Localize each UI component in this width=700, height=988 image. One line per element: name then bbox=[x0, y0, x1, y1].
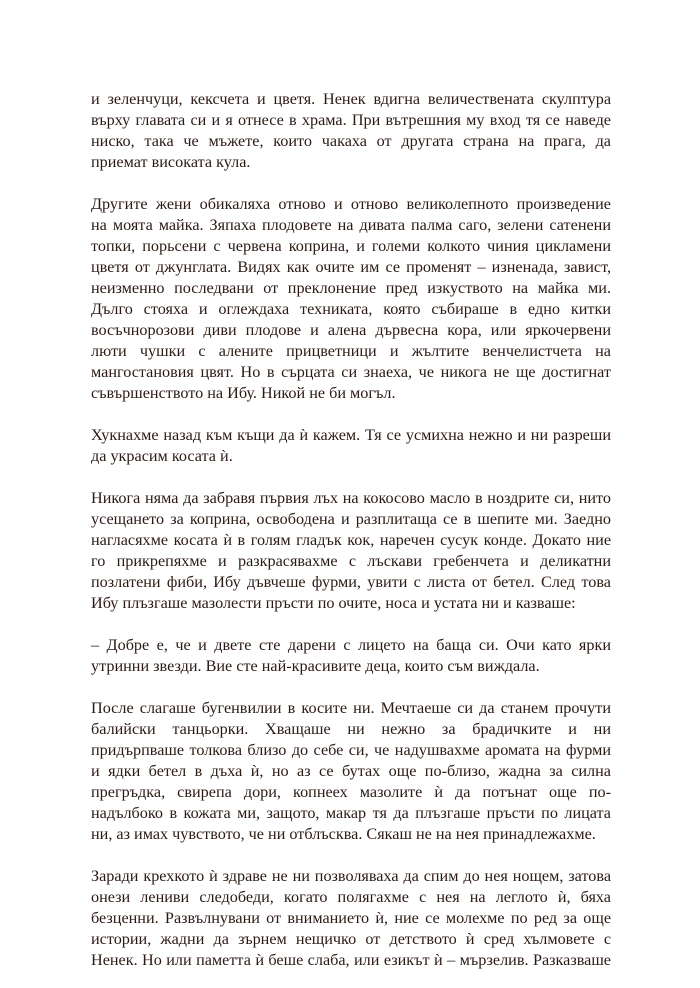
text-line: Ненек. Но или паметта ѝ беше слаба, или езикът ѝ – мързелив. Разказваше bbox=[91, 951, 611, 969]
paragraph-3 bbox=[91, 425, 611, 467]
paragraph-4 bbox=[91, 488, 611, 614]
text-line: позлатени фиби, Ибу дъвчеше фурми, увити с листа от бетел. След това bbox=[91, 573, 611, 591]
text-line: приемат високата кула. bbox=[91, 153, 251, 171]
paragraph-6 bbox=[91, 698, 611, 845]
paragraph-2 bbox=[91, 194, 611, 404]
text-line: Другите жени обикаляха отново и отново великолепното произведение bbox=[91, 195, 611, 213]
text-line: прегръдка, свирепа дори, копнеех мазолите ѝ да потънат още по- bbox=[91, 783, 611, 801]
paragraph-7 bbox=[91, 866, 611, 971]
text-line: и ядки бетел в дъха ѝ, но аз се бутах още по-близо, жадна за силна bbox=[91, 762, 611, 780]
text-line: да украсим косата ѝ. bbox=[91, 447, 233, 465]
text-line: утринни звезди. Вие сте най-красивите деца, които съм виждала. bbox=[91, 657, 540, 675]
text-line: надълбоко в кожата ми, защото, макар тя да плъзгаше пръсти по лицата bbox=[91, 804, 611, 822]
text-line: върху главата си и я отнесе в храма. При вътрешния му вход тя се наведе bbox=[91, 111, 611, 129]
paragraph-spacer bbox=[91, 677, 611, 698]
paragraph-1 bbox=[91, 89, 611, 173]
text-line: восъчнорозови диви плодове и алена дървесна кора, или яркочервени bbox=[91, 321, 611, 339]
text-line: Заради крехкото ѝ здраве не ни позволяваха да спим до нея нощем, затова bbox=[91, 867, 611, 885]
text-line: Никога няма да забравя първия лъх на кокосово масло в ноздрите си, нито bbox=[91, 489, 611, 507]
text-line: и зеленчуци, кексчета и цветя. Ненек вдигна величествената скулптура bbox=[91, 90, 611, 108]
text-line: на моята майка. Зяпаха плодовете на дивата палма саго, зелени сатенени bbox=[91, 216, 611, 234]
text-line: ни, аз имах чувството, че ни отблъсква. Сякаш не на нея принадлежахме. bbox=[91, 825, 596, 843]
text-line: съвършенството на Ибу. Никой не би могъл. bbox=[91, 384, 396, 402]
paragraph-spacer bbox=[91, 467, 611, 488]
text-line: Ибу плъзгаше мазолести пръсти по очите, носа и устата ни и казваше: bbox=[91, 594, 576, 612]
text-line: придърпваше толкова близо до себе си, че надушвахме аромата на фурми bbox=[91, 741, 611, 759]
text-line: неизменно последвани от преклонение пред изкуството на майка ми. bbox=[91, 279, 611, 297]
text-line: балийски танцьорки. Хващаше ни нежно за брадичките и ни bbox=[91, 720, 611, 738]
text-line: истории, жадни да зърнем нещичко от детството ѝ сред хълмовете с bbox=[91, 930, 611, 948]
text-line: цветя от джунглата. Видях как очите им се променят – изненада, завист, bbox=[91, 258, 611, 276]
paragraph-spacer bbox=[91, 845, 611, 866]
text-line: Дълго стояха и оглеждаха техниката, която събираше в едно китки bbox=[91, 300, 611, 318]
text-line: – Добре е, че и двете сте дарени с лицето на баща си. Очи като ярки bbox=[91, 636, 611, 654]
paragraph-spacer bbox=[91, 614, 611, 635]
text-line: люти чушки с алените прицветници и жълтите венчелистчета на bbox=[91, 342, 611, 360]
text-line: онези лениви следобеди, когато полягахме с нея на леглото ѝ, бяха bbox=[91, 888, 611, 906]
text-line: топки, порьсени с червена коприна, и големи колкото чиния цикламени bbox=[91, 237, 611, 255]
paragraph-5 bbox=[91, 635, 611, 677]
text-line: мангостановия цвят. Но в сърцата си знаеха, че никога не ще достигнат bbox=[91, 363, 611, 381]
text-line: безценни. Развълнувани от вниманието ѝ, ние се молехме по ред за още bbox=[91, 909, 611, 927]
text-line: усещането за коприна, освободена и разплитаща се в шепите ми. Заедно bbox=[91, 510, 611, 528]
body-text bbox=[91, 89, 611, 971]
text-line: Хукнахме назад към къщи да ѝ кажем. Тя се усмихна нежно и ни разреши bbox=[91, 426, 611, 444]
text-line: После слагаше бугенвилии в косите ни. Мечтаеше си да станем прочути bbox=[91, 699, 611, 717]
paragraph-spacer bbox=[91, 173, 611, 194]
text-line: ниско, така че мъжете, които чакаха от другата страна на прага, да bbox=[91, 132, 611, 150]
text-line: го прикрепяхме и разкрасявахме с лъскави гребенчета и деликатни bbox=[91, 552, 611, 570]
text-line: нагласяхме косата ѝ в голям гладък кок, наречен сусук конде. Докато ние bbox=[91, 531, 611, 549]
paragraph-spacer bbox=[91, 404, 611, 425]
